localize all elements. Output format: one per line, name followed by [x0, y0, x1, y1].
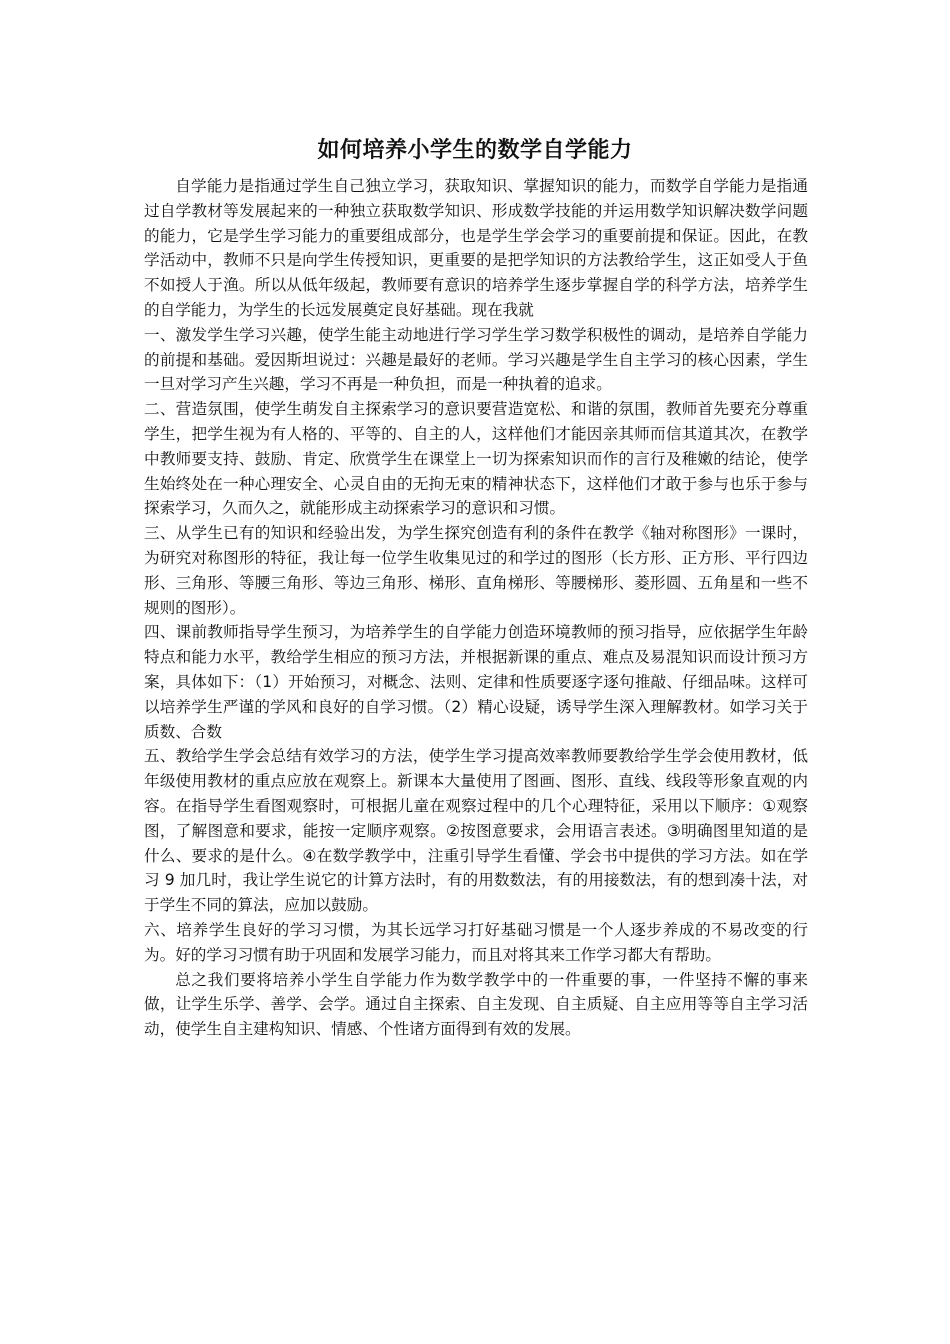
- paragraph-section-4: 四、课前教师指导学生预习，为培养学生的自学能力创造环境教师的预习指导，应依据学生年龄特点和能力水平，教给学生相应的预习方法，并根据新课的重点、难点及易混知识而设计预习方案，具体如下：（1）开始预习，对概念、法则、定律和性质要逐字逐句推敲、仔细品味。这样可以培养学生严谨的学风和良好的自学习惯。（2）精心设疑，诱导学生深入理解教材。如学习关于质数、合数: [144, 623, 808, 741]
- paragraph-section-6: 六、培养学生良好的学习习惯，为其长远学习打好基础习惯是一个人逐步养成的不易改变的行为。好的学习习惯有助于巩固和发展学习能力，而且对将其来工作学习都大有帮助。: [144, 920, 808, 964]
- paragraph-section-2: 二、营造氛围，使学生萌发自主探索学习的意识要营造宽松、和谐的氛围，教师首先要充分尊重学生，把学生视为有人格的、平等的、自主的人，这样他们才能因亲其师而信其道其次，在教学中教师要支持、鼓励、肯定、欣赏学生在课堂上一切为探索知识而作的言行及稚嫩的结论，使学生始终处在一种心理安全、心灵自由的无拘无束的精神状态下，这样他们才敢于参与也乐于参与探索学习，久而久之，就能形成主动探索学习的意识和习惯。: [144, 400, 808, 518]
- paragraph-section-3: 三、从学生已有的知识和经验出发，为学生探究创造有利的条件在教学《轴对称图形》一课时，为研究对称图形的特征，我让每一位学生收集见过的和学过的图形（长方形、正方形、平行四边形、三角形、等腰三角形、等边三角形、梯形、直角梯形、等腰梯形、菱形圆、五角星和一些不规则的图形）。: [144, 524, 808, 617]
- paragraph-section-1: 一、激发学生学习兴趣，使学生能主动地进行学习学生学习数学积极性的调动，是培养自学能力的前提和基础。爱因斯坦说过：兴趣是最好的老师。学习兴趣是学生自主学习的核心因素，学生一旦对学习产生兴趣，学习不再是一种负担，而是一种执着的追求。: [144, 325, 808, 394]
- paragraph-conclusion: 总之我们要将培养小学生自学能力作为数学教学中的一件重要的事，一件坚持不懈的事来做，让学生乐学、善学、会学。通过自主探索、自主发现、自主质疑、自主应用等等自主学习活动，使学生自主建构知识、情感、个性诸方面得到有效的发展。: [144, 970, 808, 1039]
- paragraph-intro: 自学能力是指通过学生自己独立学习，获取知识、掌握知识的能力，而数学自学能力是指通过自学教材等发展起来的一种独立获取数学知识、形成数学技能的并运用数学知识解决数学问题的能力，它是学生学习能力的重要组成部分，也是学生学会学习的重要前提和保证。因此，在教学活动中，教师不只是向学生传授知识，更重要的是把学知识的方法教给学生，这正如受人于鱼不如授人于渔。所以从低年级起，教师要有意识的培养学生逐步掌握自学的科学方法，培养学生的自学能力，为学生的长远发展奠定良好基础。现在我就: [144, 177, 808, 319]
- document-body: [144, 174, 808, 1042]
- document-title: 如何培养小学生的数学自学能力: [317, 138, 633, 163]
- paragraph-section-5: 五、教给学生学会总结有效学习的方法，使学生学习提高效率教师要教给学生学会使用教材，低年级使用教材的重点应放在观察上。新课本大量使用了图画、图形、直线、线段等形象直观的内容。在指导学生看图观察时，可根据儿童在观察过程中的几个心理特征，采用以下顺序：①观察图，了解图意和要求，能按一定顺序观察。②按图意要求，会用语言表述。③明确图里知道的是什么、要求的是什么。④在数学教学中，注重引导学生看懂、学会书中提供的学习方法。如在学习 9 加几时，我让学生说它的计算方法时，有的用数数法，有的用接数法，有的想到凑十法，对于学生不同的算法，应加以鼓励。: [144, 747, 808, 915]
